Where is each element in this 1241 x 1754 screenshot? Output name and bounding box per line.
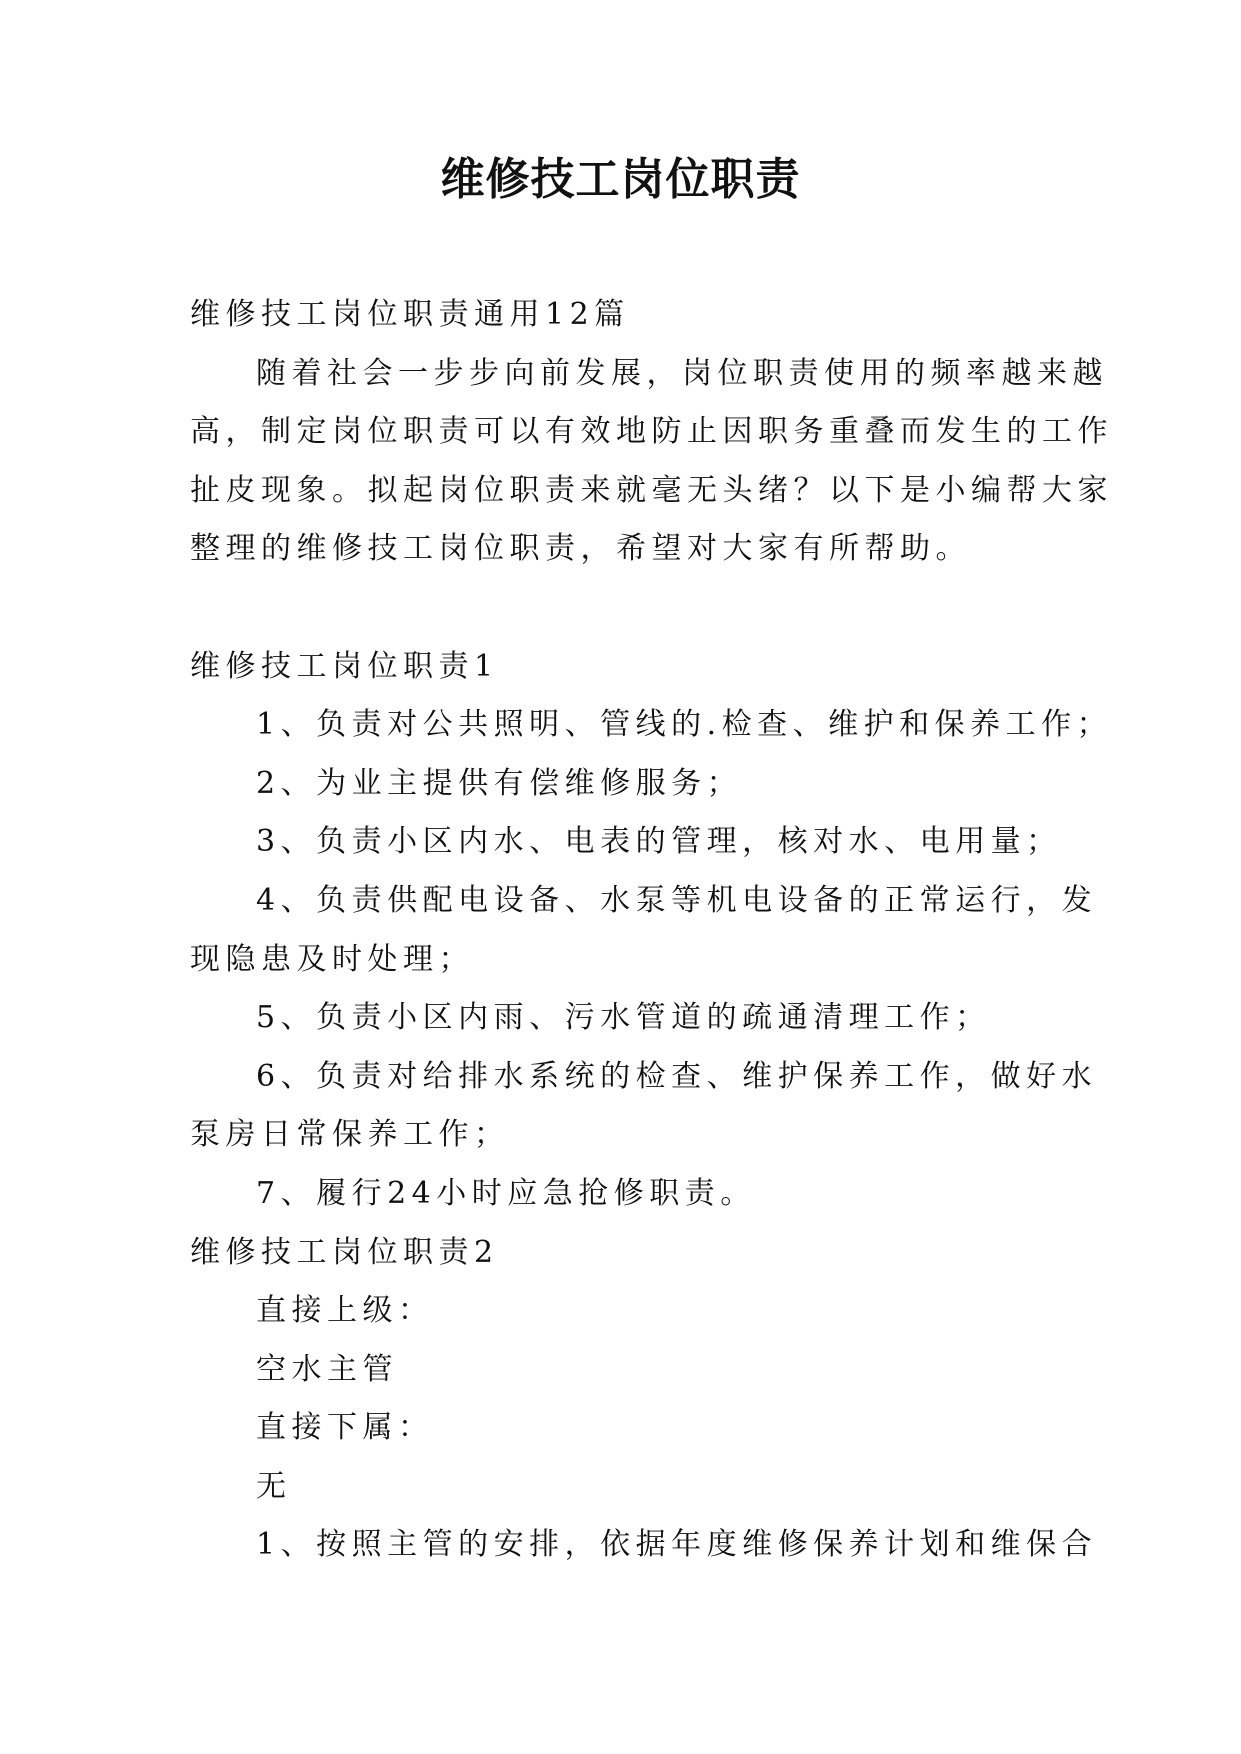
field-value: 无 [256, 1468, 292, 1504]
duty-item: 1、负责对公共照明、管线的.检查、维护和保养工作； [256, 707, 1113, 743]
duty-item: 5、负责小区内雨、污水管道的疏通清理工作； [256, 1000, 991, 1036]
intro-line: 高，制定岗位职责可以有效地防止因职务重叠而发生的工作 [190, 414, 1113, 450]
duty-item: 3、负责小区内水、电表的管理，核对水、电用量； [256, 824, 1062, 860]
duty-item-continued: 现隐患及时处理； [190, 941, 474, 977]
field-label: 直接下属： [256, 1410, 434, 1446]
document-body [190, 286, 1113, 1575]
duty-item: 6、负责对给排水系统的检查、维护保养工作，做好水 [256, 1058, 1098, 1094]
duty-item: 1、按照主管的安排，依据年度维修保养计划和维保合 [256, 1527, 1098, 1563]
intro-line: 扯皮现象。拟起岗位职责来就毫无头绪？以下是小编帮大家 [190, 472, 1113, 508]
document-title: 维修技工岗位职责 [440, 154, 801, 205]
duty-item: 4、负责供配电设备、水泵等机电设备的正常运行，发 [256, 882, 1098, 918]
section-heading: 维修技工岗位职责2 [190, 1234, 499, 1270]
section-heading: 维修技工岗位职责1 [190, 648, 499, 684]
field-label: 直接上级： [256, 1293, 434, 1329]
intro-line: 整理的维修技工岗位职责，希望对大家有所帮助。 [190, 531, 971, 567]
intro-line: 随着社会一步步向前发展，岗位职责使用的频率越来越 [256, 355, 1108, 391]
duty-item: 2、为业主提供有偿维修服务； [256, 765, 743, 801]
subtitle-line: 维修技工岗位职责通用12篇 [190, 297, 630, 332]
field-value: 空水主管 [256, 1351, 398, 1387]
paragraph-spacer [190, 579, 1050, 638]
duty-item: 7、履行24小时应急抢修职责。 [256, 1175, 756, 1211]
duty-item-continued: 泵房日常保养工作； [190, 1117, 510, 1153]
